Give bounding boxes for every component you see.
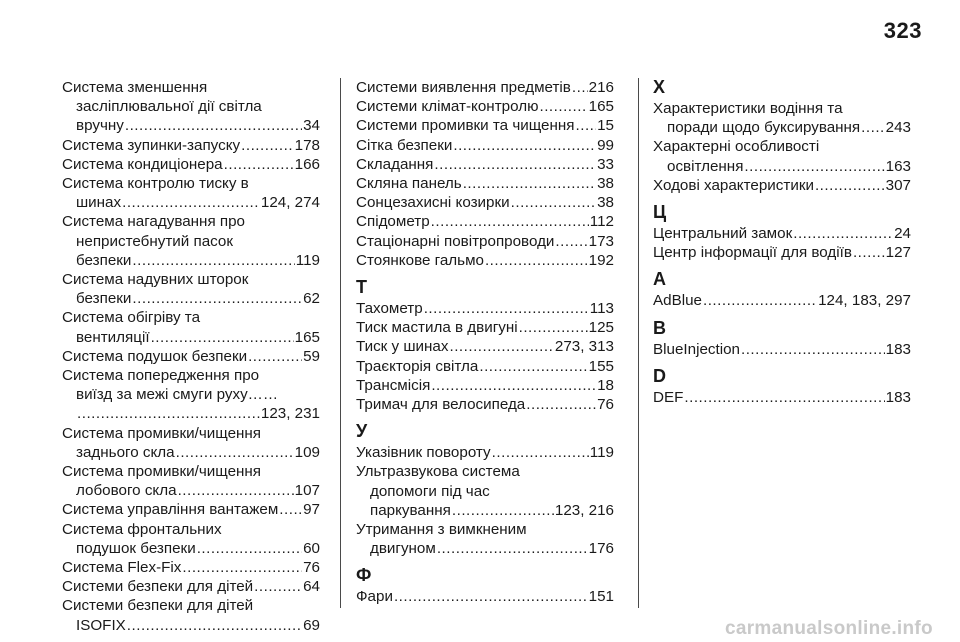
- index-entry[interactable]: [356, 174, 614, 193]
- index-entry[interactable]: [356, 251, 614, 270]
- page-reference: 59: [303, 347, 320, 365]
- index-entry[interactable]: [62, 78, 320, 136]
- entry-text: безпеки: [76, 251, 132, 269]
- entry-text: Ультразвукова система: [356, 463, 520, 481]
- leader-dots: [241, 136, 294, 155]
- entry-line: [356, 78, 614, 97]
- index-entry[interactable]: [62, 347, 320, 366]
- entry-line: [356, 539, 614, 558]
- index-entry[interactable]: [62, 596, 320, 634]
- entry-text: вентиляції: [76, 328, 150, 346]
- leader-dots: [182, 558, 302, 577]
- entry-text: освітлення: [667, 157, 744, 175]
- leader-dots: [485, 251, 588, 270]
- page-reference: 125: [588, 319, 614, 337]
- entry-line: [356, 357, 614, 376]
- entry-line: [62, 251, 320, 270]
- page-reference: 15: [597, 117, 614, 135]
- leader-dots: [394, 587, 588, 606]
- page-reference: 69: [303, 616, 320, 634]
- leader-dots: [744, 157, 884, 176]
- entry-line: [356, 155, 614, 174]
- entry-text: Сітка безпеки: [356, 136, 453, 154]
- entry-text: Система зупинки-запуску: [62, 136, 241, 154]
- index-entry[interactable]: [62, 558, 320, 577]
- page-reference: 124, 274: [260, 194, 320, 212]
- entry-text: лобового скла: [76, 482, 177, 500]
- index-entry[interactable]: [356, 337, 614, 356]
- page-reference: 24: [894, 225, 911, 243]
- entry-line: [62, 443, 320, 462]
- leader-dots: [539, 97, 587, 116]
- index-entry[interactable]: [356, 376, 614, 395]
- entry-line: [62, 424, 320, 443]
- page-reference: 183: [885, 388, 911, 406]
- entry-line: [653, 99, 911, 118]
- leader-dots: [224, 155, 294, 174]
- entry-text: Система промивки/чищення: [62, 463, 262, 481]
- page-reference: 64: [303, 578, 320, 596]
- leader-dots: [77, 404, 260, 423]
- entry-line: [62, 308, 320, 327]
- page-reference: 34: [303, 117, 320, 135]
- entry-text: Система кондиціонера: [62, 155, 223, 173]
- entry-text: Тримач для велосипеда: [356, 396, 526, 414]
- entry-text: Система контролю тиску в: [62, 175, 249, 193]
- entry-text: Трансмісія: [356, 376, 431, 394]
- page-reference: 60: [303, 539, 320, 557]
- entry-line: [62, 212, 320, 231]
- index-entry[interactable]: [62, 424, 320, 462]
- entry-text: непристебнутий пасок: [76, 232, 233, 250]
- section-letter: Ц: [653, 202, 667, 223]
- leader-dots: [151, 328, 294, 347]
- entry-line: [653, 388, 911, 407]
- leader-dots: [453, 136, 596, 155]
- leader-dots: [254, 577, 302, 596]
- index-entry[interactable]: [62, 270, 320, 308]
- index-entry[interactable]: [653, 388, 911, 407]
- entry-line: [62, 78, 320, 97]
- leader-dots: [279, 500, 302, 519]
- entry-line: [62, 232, 320, 251]
- index-entry[interactable]: [356, 78, 614, 97]
- index-entry[interactable]: [62, 520, 320, 558]
- watermark: carmanualsonline.info: [725, 618, 933, 639]
- page-reference: 107: [294, 482, 320, 500]
- page-reference: 216: [588, 79, 614, 96]
- leader-dots: [431, 212, 589, 231]
- section-letter: Т: [356, 277, 367, 298]
- entry-line: [653, 118, 911, 137]
- leader-dots: [576, 116, 597, 135]
- page-reference: 124, 183, 297: [818, 292, 911, 310]
- section-letter: Х: [653, 77, 666, 97]
- leader-dots: [434, 155, 596, 174]
- leader-dots: [463, 174, 596, 193]
- index-entry[interactable]: [62, 174, 320, 212]
- page-reference: 119: [295, 251, 320, 269]
- index-entry[interactable]: [356, 136, 614, 155]
- entry-line: [356, 251, 614, 270]
- entry-line: [62, 500, 320, 519]
- leader-dots: [132, 289, 302, 308]
- entry-line: [62, 97, 320, 116]
- index-entry[interactable]: [356, 587, 614, 606]
- entry-text: Сонцезахисні козирки: [356, 194, 510, 212]
- entry-text: Характеристики водіння та: [653, 100, 843, 117]
- entry-text: подушок безпеки: [76, 539, 196, 557]
- index-entry[interactable]: [356, 357, 614, 376]
- index-entry[interactable]: [62, 366, 320, 424]
- leader-dots: [125, 116, 302, 135]
- entry-line: [653, 243, 911, 262]
- page-reference: 155: [588, 357, 614, 375]
- entry-text: Система подушок безпеки: [62, 347, 248, 365]
- entry-text: Системи безпеки для дітей: [62, 578, 254, 596]
- leader-dots: [861, 118, 884, 137]
- leader-dots: [684, 388, 884, 407]
- column-divider: [340, 78, 341, 608]
- entry-text: Складання: [356, 155, 434, 173]
- leader-dots: [519, 318, 588, 337]
- entry-line: [653, 224, 911, 243]
- entry-text: Фари: [356, 588, 393, 606]
- section-letter: D: [653, 365, 666, 386]
- page-reference: 33: [597, 155, 614, 173]
- leader-dots: [572, 78, 588, 97]
- entry-line: [62, 174, 320, 193]
- entry-text: Указівник повороту: [356, 444, 491, 462]
- entry-text: Системи промивки та чищення: [356, 117, 575, 135]
- index-entry[interactable]: [356, 443, 614, 462]
- section-letter: B: [653, 317, 666, 338]
- page-reference: 165: [588, 98, 614, 116]
- entry-line: [356, 232, 614, 251]
- leader-dots: [793, 224, 893, 243]
- section-letter: У: [356, 421, 368, 442]
- entry-text: Системи клімат-контролю: [356, 98, 539, 116]
- entry-text: Стоянкове гальмо: [356, 251, 484, 269]
- section-letter: A: [653, 269, 666, 290]
- entry-text: паркування: [370, 501, 451, 519]
- page-reference: 165: [294, 328, 320, 346]
- entry-line: [356, 376, 614, 395]
- page-reference: 127: [885, 244, 911, 262]
- leader-dots: [853, 243, 885, 262]
- entry-text: Система попередження про: [62, 367, 260, 385]
- entry-text: Ходові характеристики: [653, 176, 814, 194]
- page-reference: 109: [294, 443, 320, 461]
- index-column-1: [62, 78, 320, 635]
- entry-text: Система управління вантажем: [62, 501, 279, 519]
- entry-line: [356, 212, 614, 231]
- entry-line: [62, 347, 320, 366]
- page-reference: 113: [589, 300, 614, 318]
- page-reference: 178: [294, 136, 320, 154]
- entry-text: Скляна панель: [356, 175, 462, 193]
- entry-text: Система промивки/чищення: [62, 424, 262, 442]
- entry-text: Тахометр: [356, 300, 423, 318]
- entry-line: [62, 155, 320, 174]
- leader-dots: [555, 232, 587, 251]
- entry-text: поради щодо буксирування: [667, 119, 861, 137]
- leader-dots: [492, 443, 589, 462]
- entry-line: [356, 136, 614, 155]
- page-reference: 18: [597, 376, 614, 394]
- page-reference: 183: [885, 340, 911, 358]
- entry-text: DEF: [653, 388, 684, 406]
- entry-line: [356, 395, 614, 414]
- entry-text: Утримання з вимкненим: [356, 521, 527, 539]
- index-entry[interactable]: [62, 136, 320, 155]
- entry-text: шинах: [76, 194, 122, 212]
- leader-dots: [178, 481, 294, 500]
- entry-line: [356, 299, 614, 318]
- entry-line: [62, 616, 320, 635]
- leader-dots: [437, 539, 588, 558]
- index-column-3: [653, 78, 911, 407]
- entry-text: Центральний замок: [653, 225, 793, 243]
- entry-line: [62, 520, 320, 539]
- page-reference: 38: [597, 194, 614, 212]
- entry-text: ISOFIX: [76, 616, 126, 634]
- entry-text: Система обігріву та: [62, 309, 201, 327]
- entry-line: [62, 116, 320, 135]
- entry-line: [62, 136, 320, 155]
- index-entry[interactable]: [356, 232, 614, 251]
- page-reference: 173: [588, 232, 614, 250]
- entry-text: Тиск у шинах: [356, 338, 449, 356]
- entry-line: [62, 558, 320, 577]
- entry-line: [356, 587, 614, 606]
- index-entry[interactable]: [653, 243, 911, 262]
- index-entry[interactable]: [653, 137, 911, 175]
- leader-dots: [449, 337, 553, 356]
- page-reference: 97: [303, 501, 320, 519]
- entry-line: [653, 176, 911, 195]
- entry-text: Стаціонарні повітропроводи: [356, 232, 555, 250]
- leader-dots: [526, 395, 596, 414]
- index-entry[interactable]: [653, 176, 911, 195]
- index-entry[interactable]: [62, 577, 320, 596]
- leader-dots: [248, 347, 302, 366]
- index-entry[interactable]: [356, 299, 614, 318]
- entry-line: [62, 462, 320, 481]
- section-letter: Ф: [356, 565, 372, 586]
- entry-line: [62, 366, 320, 385]
- entry-line: [62, 404, 320, 423]
- entry-line: [356, 337, 614, 356]
- leader-dots: [511, 193, 596, 212]
- entry-line: [356, 174, 614, 193]
- page-reference: 163: [885, 157, 911, 175]
- entry-line: [62, 596, 320, 615]
- index-entry[interactable]: [653, 224, 911, 243]
- index-entry[interactable]: [653, 291, 911, 310]
- entry-text: засліплювальної дії світла: [76, 98, 262, 116]
- page-reference: 123, 216: [554, 501, 614, 519]
- entry-line: [62, 539, 320, 558]
- leader-dots: [424, 299, 589, 318]
- page-reference: 307: [885, 176, 911, 194]
- page-reference: 176: [588, 540, 614, 558]
- leader-dots: [127, 616, 302, 635]
- entry-text: Системи безпеки для дітей: [62, 597, 254, 615]
- entry-line: [356, 482, 614, 501]
- index-entry[interactable]: [62, 212, 320, 270]
- index-entry[interactable]: [356, 212, 614, 231]
- entry-text: Системи виявлення предметів: [356, 79, 571, 96]
- entry-line: [62, 289, 320, 308]
- index-entry[interactable]: [356, 97, 614, 116]
- entry-line: [62, 193, 320, 212]
- leader-dots: [479, 357, 587, 376]
- index-entry[interactable]: [62, 462, 320, 500]
- entry-text: Траєкторія світла: [356, 357, 479, 375]
- page-reference: 166: [294, 155, 320, 173]
- entry-line: [356, 443, 614, 462]
- entry-line: [356, 97, 614, 116]
- page-reference: 119: [589, 444, 614, 462]
- leader-dots: [741, 340, 885, 359]
- index-entry[interactable]: [356, 155, 614, 174]
- entry-text: Спідометр: [356, 213, 430, 231]
- entry-text: Система фронтальних: [62, 520, 222, 538]
- page-reference: 76: [303, 559, 320, 577]
- entry-text: Система зменшення: [62, 79, 208, 96]
- page-reference: 192: [588, 251, 614, 269]
- entry-text: BlueInjection: [653, 340, 740, 358]
- index-entry[interactable]: [356, 193, 614, 212]
- entry-text: виїзд за межі смуги руху……: [76, 386, 279, 404]
- leader-dots: [122, 193, 260, 212]
- leader-dots: [176, 443, 294, 462]
- entry-line: [62, 577, 320, 596]
- entry-line: [653, 291, 911, 310]
- leader-dots: [452, 501, 554, 520]
- leader-dots: [703, 291, 817, 310]
- entry-line: [356, 520, 614, 539]
- page-reference: 76: [597, 396, 614, 414]
- page-number: 323: [883, 18, 922, 43]
- index-entry[interactable]: [356, 116, 614, 135]
- entry-line: [653, 157, 911, 176]
- leader-dots: [132, 251, 294, 270]
- entry-line: [62, 481, 320, 500]
- index-entry[interactable]: [653, 340, 911, 359]
- entry-line: [653, 340, 911, 359]
- entry-text: Система Flex-Fix: [62, 559, 182, 577]
- page-reference: 151: [588, 588, 614, 606]
- entry-text: допомоги під час: [370, 482, 490, 500]
- column-divider: [638, 78, 639, 608]
- index-entry[interactable]: [62, 500, 320, 519]
- entry-text: вручну: [76, 117, 124, 135]
- entry-text: Система нагадування про: [62, 213, 246, 231]
- entry-line: [356, 116, 614, 135]
- index-entry[interactable]: [356, 395, 614, 414]
- page-reference: 243: [885, 119, 911, 137]
- page-reference: 62: [303, 290, 320, 308]
- index-column-2: [356, 78, 614, 607]
- page-reference: 112: [589, 213, 614, 231]
- leader-dots: [431, 376, 596, 395]
- page-reference: 123, 231: [260, 405, 320, 423]
- entry-text: AdBlue: [653, 292, 702, 310]
- entry-line: [356, 501, 614, 520]
- page-reference: 273, 313: [554, 338, 614, 356]
- entry-text: Центр інформації для водіїв: [653, 244, 852, 262]
- entry-line: [356, 318, 614, 337]
- index-entry[interactable]: [62, 308, 320, 346]
- index-entry[interactable]: [653, 99, 911, 137]
- index-entry[interactable]: [356, 462, 614, 520]
- entry-text: двигуном: [370, 540, 436, 558]
- entry-text: Характерні особливості: [653, 138, 820, 156]
- index-entry[interactable]: [356, 520, 614, 558]
- entry-line: [62, 385, 320, 404]
- entry-text: Система надувних шторок: [62, 271, 249, 289]
- entry-line: [62, 270, 320, 289]
- entry-line: [356, 462, 614, 481]
- entry-line: [62, 328, 320, 347]
- entry-text: заднього скла: [76, 443, 175, 461]
- entry-text: Тиск мастила в двигуні: [356, 319, 518, 337]
- index-entry[interactable]: [62, 155, 320, 174]
- entry-line: [653, 137, 911, 156]
- page-reference: 99: [597, 136, 614, 154]
- leader-dots: [815, 176, 885, 195]
- index-entry[interactable]: [356, 318, 614, 337]
- entry-line: [356, 193, 614, 212]
- page-reference: 38: [597, 175, 614, 193]
- leader-dots: [197, 539, 302, 558]
- entry-text: безпеки: [76, 290, 132, 308]
